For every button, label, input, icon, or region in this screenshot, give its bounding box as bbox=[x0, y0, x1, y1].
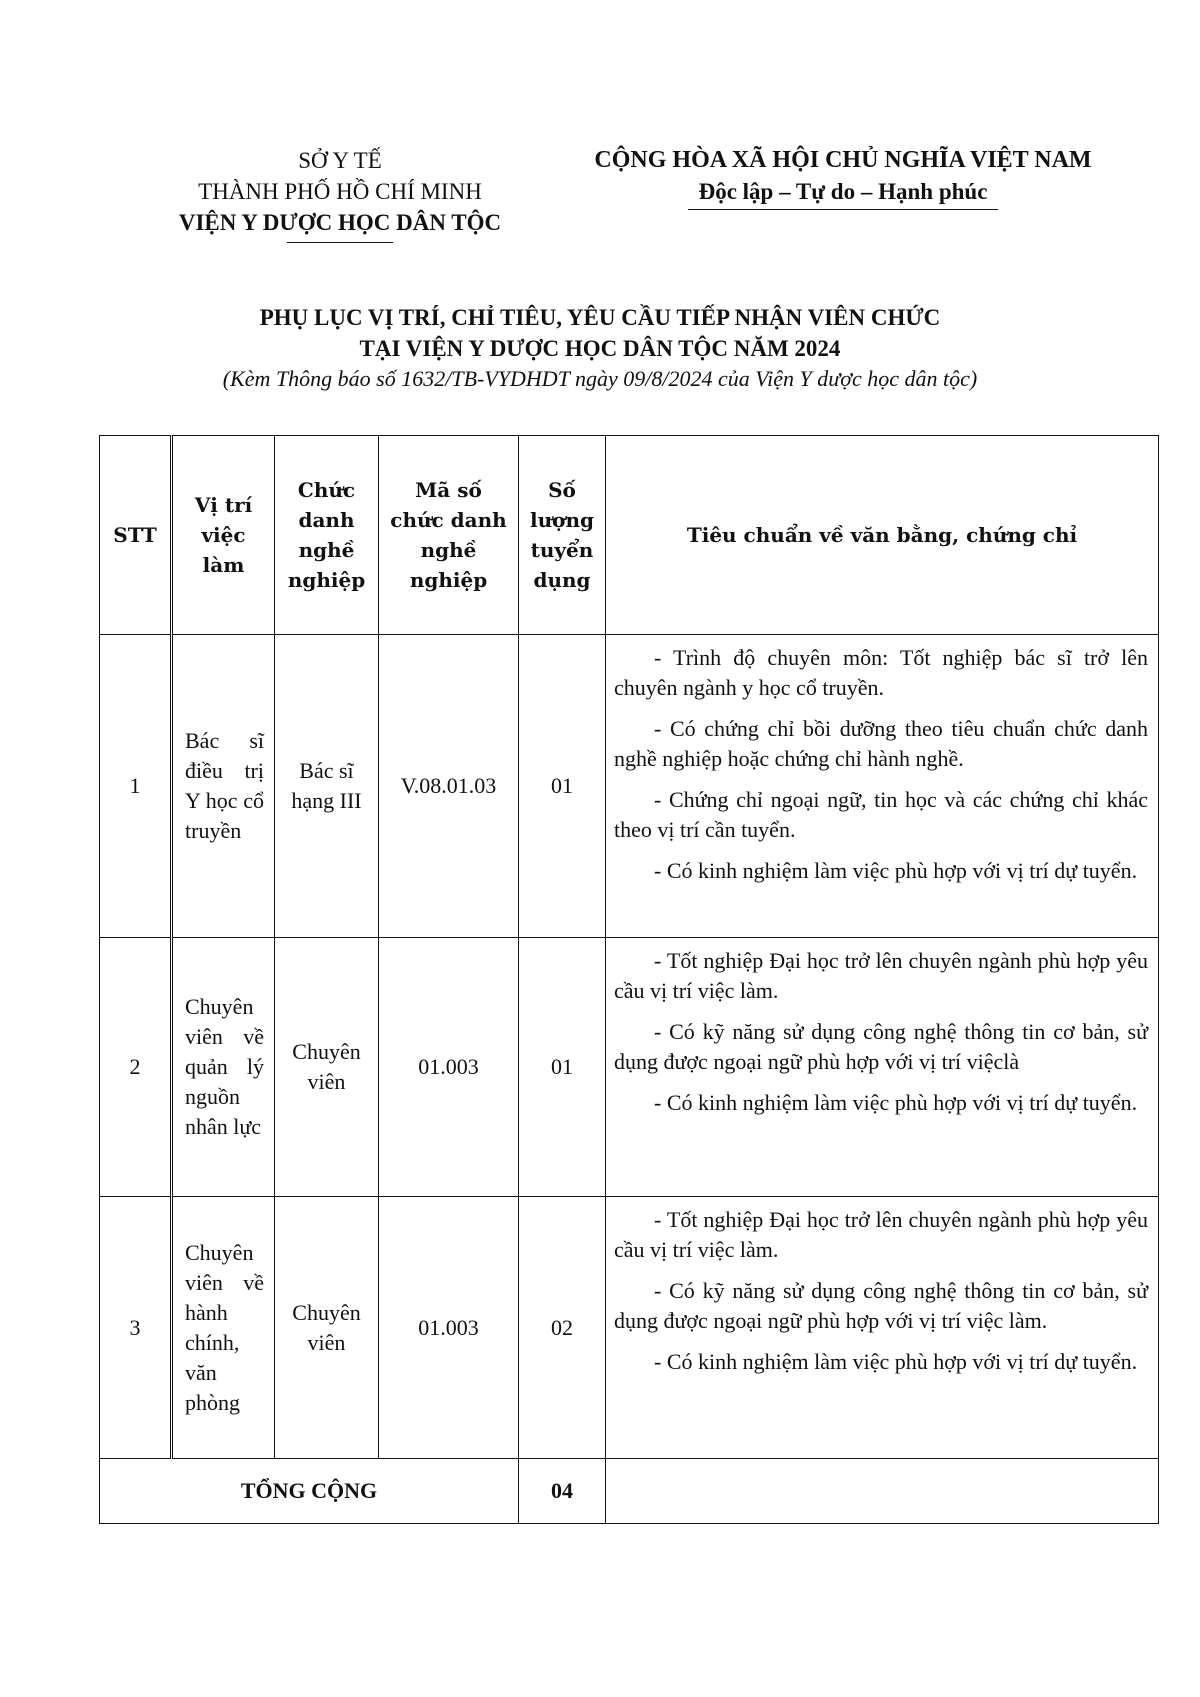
col-header-quantity: Số lượng tuyển dụng bbox=[519, 436, 606, 635]
requirement-item: - Trình độ chuyên môn: Tốt nghiệp bác sĩ trở lên chuyên ngành y học cổ truyền. bbox=[614, 645, 1148, 700]
cell-position bbox=[172, 635, 275, 938]
requirement-item: - Tốt nghiệp Đại học trở lên chuyên ngành phù hợp yêu cầu vị trí việc làm. bbox=[614, 948, 1148, 1003]
position-text: Chuyên viên về hành chính, văn phòng bbox=[185, 1239, 264, 1415]
cell-requirements bbox=[606, 635, 1159, 938]
document-subtitle: (Kèm Thông báo số 1632/TB-VYDHDT ngày 09/8/2024 của Viện Y dược học dân tộc) bbox=[222, 366, 978, 391]
cell-requirements bbox=[606, 1197, 1159, 1459]
agency-institute: VIỆN Y DƯỢC HỌC DÂN TỘC bbox=[178, 210, 502, 235]
table-header-row bbox=[100, 436, 1159, 635]
table-row bbox=[100, 938, 1159, 1197]
col-header-stt: STT bbox=[100, 436, 172, 635]
cell-quantity: 01 bbox=[519, 938, 606, 1197]
requirement-item: - Chứng chỉ ngoại ngữ, tin học và các chứng chỉ khác theo vị trí cần tuyển. bbox=[614, 787, 1148, 842]
position-text: Bác sĩ điều trị Y học cổ truyền bbox=[185, 728, 264, 843]
cell-quantity: 01 bbox=[519, 635, 606, 938]
national-heading-block bbox=[553, 145, 1133, 210]
cell-code: 01.003 bbox=[379, 1197, 519, 1459]
motto-underline bbox=[688, 209, 998, 210]
cell-position bbox=[172, 1197, 275, 1459]
requirement-item: - Tốt nghiệp Đại học trở lên chuyên ngành phù hợp yêu cầu vị trí việc làm. bbox=[614, 1207, 1148, 1262]
requirement-item: - Có kỹ năng sử dụng công nghệ thông tin cơ bản, sử dụng được ngoại ngữ phù hợp với vị trí việc làm. bbox=[614, 1278, 1148, 1333]
cell-stt: 3 bbox=[100, 1197, 172, 1459]
table-row bbox=[100, 1197, 1159, 1459]
cell-title: Bác sĩ hạng III bbox=[275, 635, 379, 938]
issuing-agency-block bbox=[140, 145, 540, 243]
requirement-item: - Có kinh nghiệm làm việc phù hợp với vị trí dự tuyển. bbox=[654, 1349, 1138, 1374]
agency-department: SỞ Y TẾ bbox=[298, 148, 382, 173]
total-label: TỔNG CỘNG bbox=[100, 1459, 519, 1524]
cell-code: V.08.01.03 bbox=[379, 635, 519, 938]
col-header-code: Mã số chức danh nghề nghiệp bbox=[379, 436, 519, 635]
cell-position bbox=[172, 938, 275, 1197]
cell-quantity: 02 bbox=[519, 1197, 606, 1459]
title-line-2: TẠI VIỆN Y DƯỢC HỌC DÂN TỘC NĂM 2024 bbox=[359, 336, 841, 361]
document-title bbox=[100, 302, 1100, 364]
table-row bbox=[100, 635, 1159, 938]
col-header-position: Vị trí việc làm bbox=[172, 436, 275, 635]
requirement-item: - Có kinh nghiệm làm việc phù hợp với vị trí dự tuyển. bbox=[654, 858, 1138, 883]
col-header-title: Chức danh nghề nghiệp bbox=[275, 436, 379, 635]
cell-title: Chuyên viên bbox=[275, 1197, 379, 1459]
cell-code: 01.003 bbox=[379, 938, 519, 1197]
requirement-item: - Có chứng chỉ bồi dưỡng theo tiêu chuẩn chức danh nghề nghiệp hoặc chứng chỉ hành nghề. bbox=[614, 716, 1148, 771]
cell-requirements bbox=[606, 938, 1159, 1197]
cell-title: Chuyên viên bbox=[275, 938, 379, 1197]
cell-stt: 1 bbox=[100, 635, 172, 938]
national-title: CỘNG HÒA XÃ HỘI CHỦ NGHĨA VIỆT NAM bbox=[594, 147, 1092, 173]
total-value: 04 bbox=[519, 1459, 606, 1524]
national-motto: Độc lập – Tự do – Hạnh phúc bbox=[698, 179, 988, 204]
recruitment-table bbox=[99, 435, 1159, 1524]
table-total-row bbox=[100, 1459, 1159, 1524]
requirement-item: - Có kinh nghiệm làm việc phù hợp với vị trí dự tuyển. bbox=[654, 1090, 1138, 1115]
col-header-requirements: Tiêu chuẩn về văn bằng, chứng chỉ bbox=[606, 436, 1159, 635]
position-text: Chuyên viên về quản lý nguồn nhân lực bbox=[185, 994, 264, 1139]
cell-stt: 2 bbox=[100, 938, 172, 1197]
total-empty-cell bbox=[606, 1459, 1159, 1524]
requirement-item: - Có kỹ năng sử dụng công nghệ thông tin cơ bản, sử dụng được ngoại ngữ phù hợp với vị trí việclà bbox=[614, 1019, 1148, 1074]
agency-city: THÀNH PHỐ HỒ CHÍ MINH bbox=[198, 179, 482, 204]
title-line-1: PHỤ LỤC VỊ TRÍ, CHỈ TIÊU, YÊU CẦU TIẾP NHẬN VIÊN CHỨC bbox=[259, 305, 941, 330]
agency-underline bbox=[287, 242, 393, 243]
